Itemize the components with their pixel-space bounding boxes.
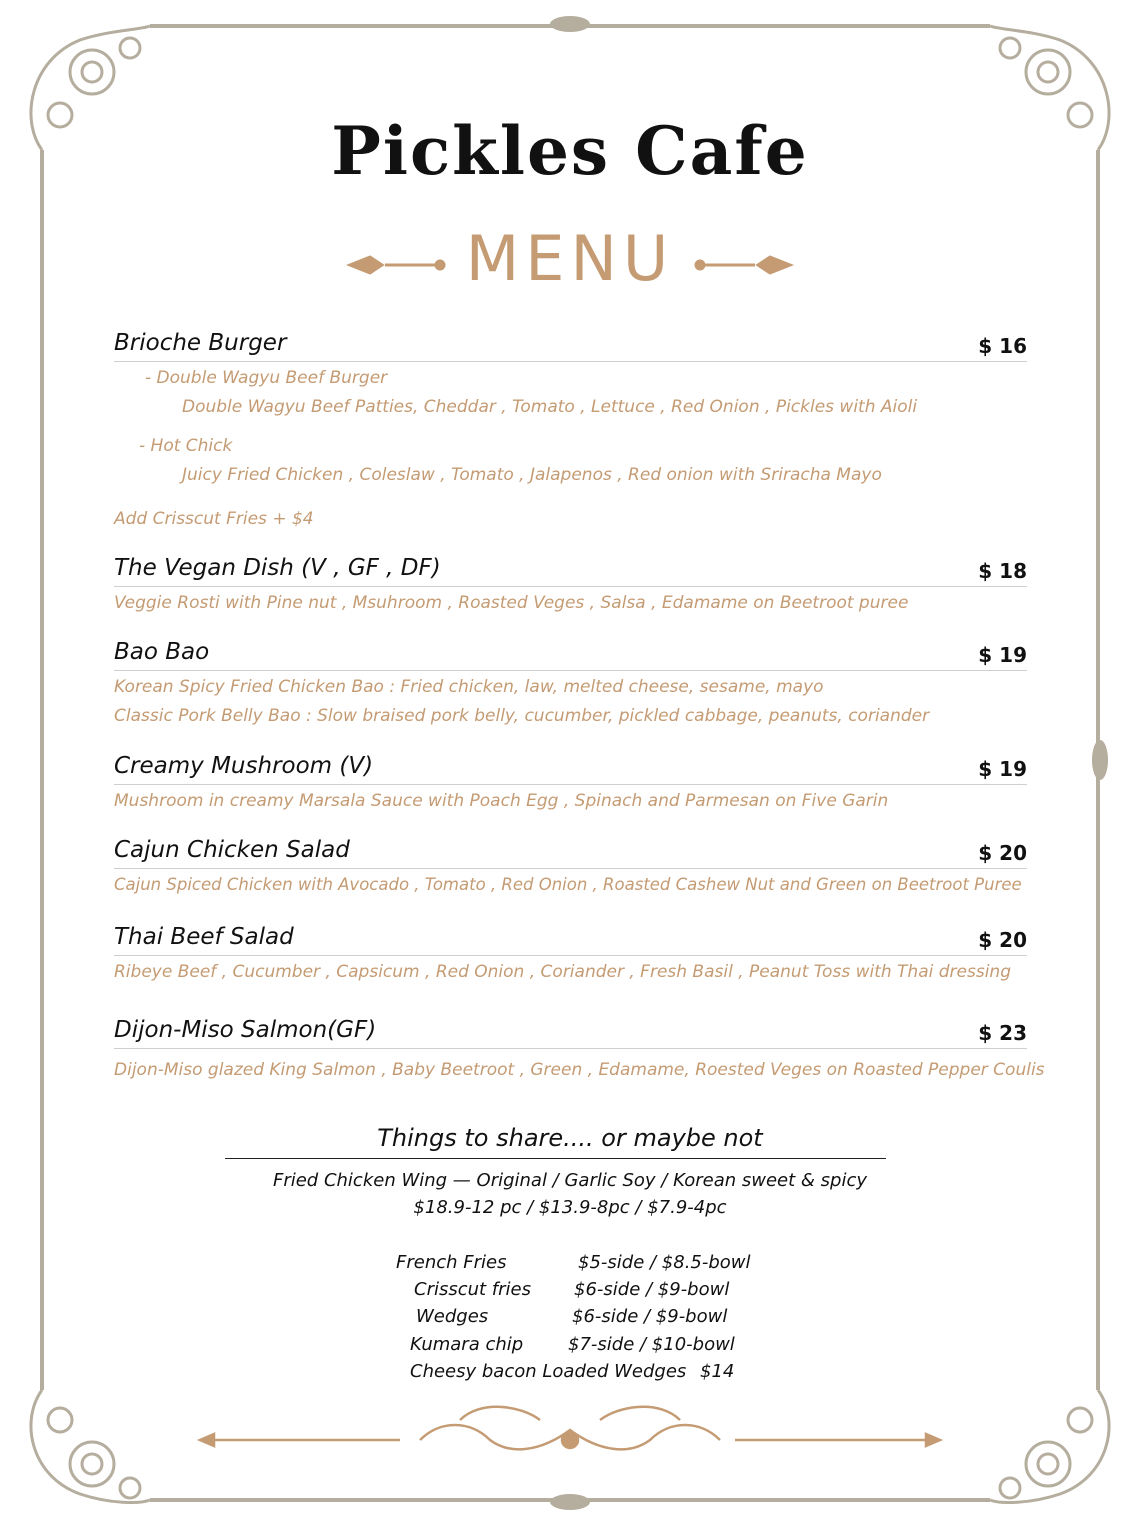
dish-price: $ 20 — [978, 928, 1027, 952]
divider — [114, 784, 1027, 785]
dish-name: Thai Beef Salad — [114, 924, 294, 950]
share-divider — [225, 1158, 886, 1159]
dish-price: $ 16 — [978, 334, 1027, 358]
dish-description: Veggie Rosti with Pine nut , Msuhroom , Roasted Veges , Salsa , Edamame on Beetroot puree — [114, 593, 909, 613]
burger-option-title: - Double Wagyu Beef Burger — [145, 368, 388, 388]
dish-name: Brioche Burger — [114, 330, 287, 356]
burger-option-title: - Hot Chick — [139, 436, 233, 456]
burger-option-desc: Juicy Fried Chicken , Coleslaw , Tomato , Jalapenos , Red onion with Sriracha Mayo — [182, 465, 882, 485]
side-name: Wedges — [416, 1306, 489, 1327]
divider — [114, 361, 1027, 362]
divider — [114, 586, 1027, 587]
side-name: French Fries — [396, 1252, 507, 1273]
dish-description: Dijon-Miso glazed King Salmon , Baby Beetroot , Green , Edamame, Roested Veges on Roasted Pepper Coulis — [114, 1060, 1045, 1080]
side-price: $6-side / $9-bowl — [574, 1279, 730, 1300]
dish-price: $ 19 — [978, 757, 1027, 781]
side-price: $7-side / $10-bowl — [568, 1334, 735, 1355]
dish-description: Ribeye Beef , Cucumber , Capsicum , Red Onion , Coriander , Fresh Basil , Peanut Toss with Thai dressing — [114, 962, 1011, 982]
dish-price: $ 20 — [978, 841, 1027, 865]
dish-name: Creamy Mushroom (V) — [114, 753, 374, 779]
side-price: $14 — [700, 1361, 735, 1382]
divider — [114, 868, 1027, 869]
burger-addon: Add Crisscut Fries + $4 — [114, 509, 314, 529]
divider — [114, 1048, 1027, 1049]
side-name: Cheesy bacon Loaded Wedges — [410, 1361, 687, 1382]
dish-description: Mushroom in creamy Marsala Sauce with Poach Egg , Spinach and Parmesan on Five Garin — [114, 791, 889, 811]
share-section-title: Things to share.... or maybe not — [377, 1124, 763, 1152]
dish-name: The Vegan Dish (V , GF , DF) — [114, 555, 441, 581]
dish-price: $ 19 — [978, 643, 1027, 667]
wings-prices: $18.9-12 pc / $13.9-8pc / $7.9-4pc — [413, 1197, 727, 1218]
dish-name: Bao Bao — [114, 639, 210, 665]
side-name: Crisscut fries — [414, 1279, 531, 1300]
divider — [114, 955, 1027, 956]
page-title: Pickles Cafe — [331, 112, 809, 190]
dish-description: Cajun Spiced Chicken with Avocado , Tomato , Red Onion , Roasted Cashew Nut and Green on Beetroot Puree — [114, 875, 1022, 894]
wings-description: Fried Chicken Wing — Original / Garlic Soy / Korean sweet & spicy — [272, 1170, 868, 1191]
side-name: Kumara chip — [410, 1334, 524, 1355]
divider — [114, 670, 1027, 671]
side-price: $6-side / $9-bowl — [572, 1306, 728, 1327]
dish-price: $ 23 — [978, 1021, 1027, 1045]
dish-description: Korean Spicy Fried Chicken Bao : Fried chicken, law, melted cheese, sesame, mayo — [114, 677, 824, 697]
dish-name: Cajun Chicken Salad — [114, 837, 350, 863]
dish-name: Dijon-Miso Salmon(GF) — [114, 1017, 377, 1043]
burger-option-desc: Double Wagyu Beef Patties, Cheddar , Tomato , Lettuce , Red Onion , Pickles with Aioli — [182, 397, 918, 417]
dish-description: Classic Pork Belly Bao : Slow braised pork belly, cucumber, pickled cabbage, peanuts, coriander — [114, 706, 930, 726]
menu-heading: MENU — [465, 222, 675, 295]
dish-price: $ 18 — [978, 559, 1027, 583]
bottom-flourish-icon — [200, 1407, 940, 1449]
side-price: $5-side / $8.5-bowl — [578, 1252, 751, 1273]
